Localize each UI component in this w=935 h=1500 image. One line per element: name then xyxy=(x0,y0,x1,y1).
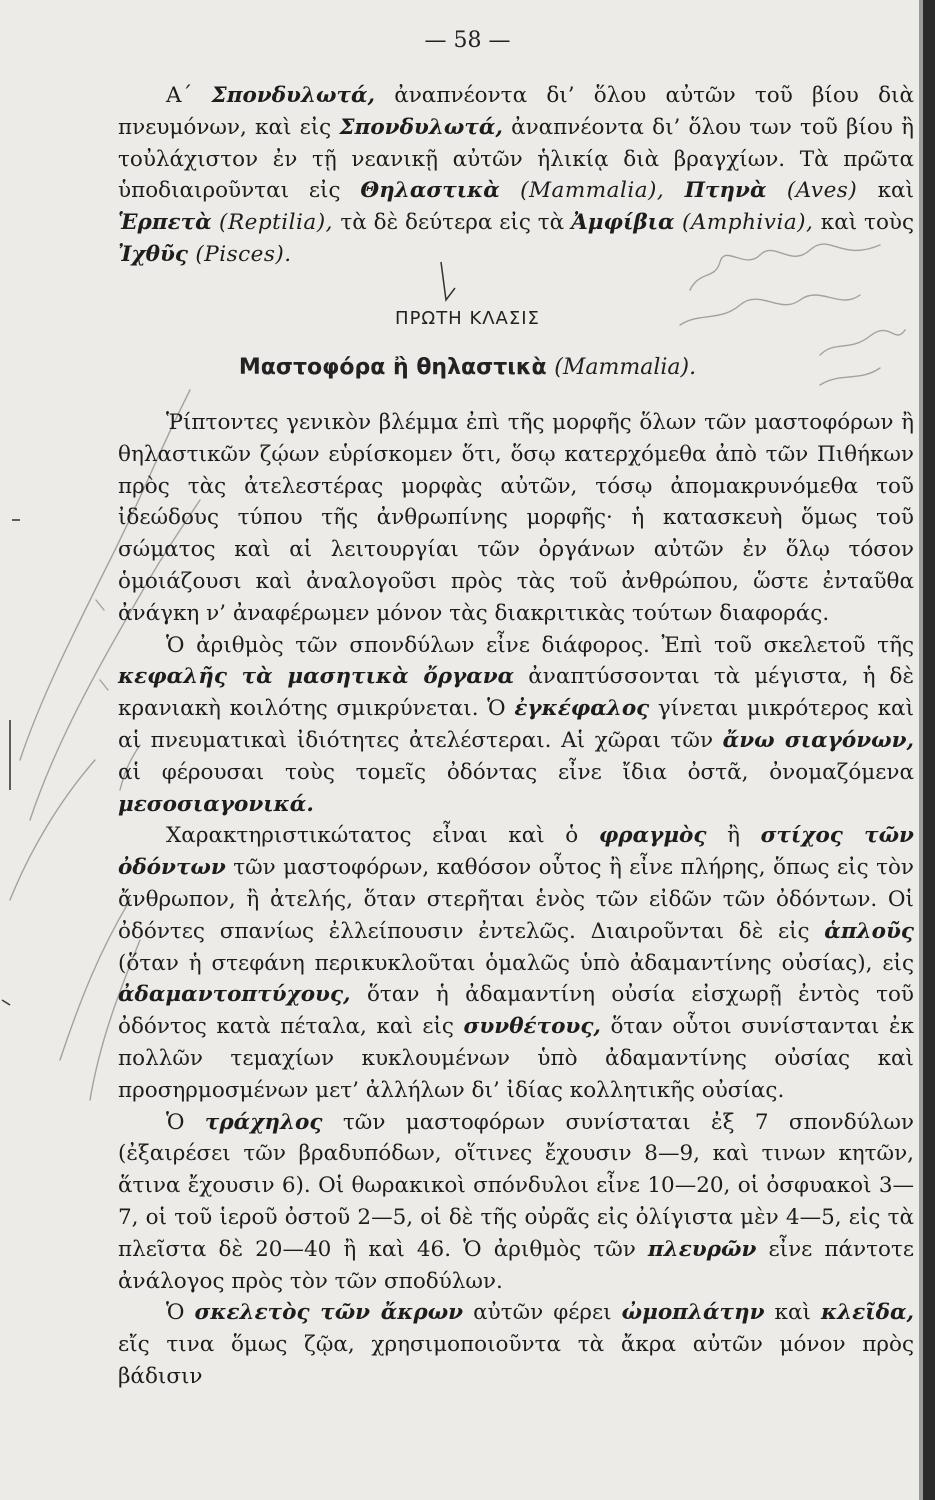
paragraph-1: Ῥίπτοντες γενικὸν βλέμμα ἐπὶ τῆς μορφῆς ὅλων τῶν μαστοφόρων ἢ θηλαστικῶν ζῴων εὑρίσκομεν ὅτι, ὅσῳ κατερχόμεθα ἀπὸ τῶν Πιθήκων πρὸς τὰς ἀτελεστέρας μορφὰς αὐτῶν, τόσῳ ἀπομακρυνόμεθα τοῦ ἰδεώδους τύπου τῆς ἀνθρωπίνης μορφῆς· ἡ κατασκευὴ ὅμως τοῦ σώματος καὶ αἱ λειτουργίαι τῶν ὀργάνων αὐτῶν ἐν ὅλῳ τόσον ὁμοιάζουσι καὶ ἀναλογοῦσι πρὸς τὰς τοῦ ἀνθρώπου, ὥστε ἐνταῦθα ἀνάγκη ν’ ἀναφέρωμεν μόνον τὰς διακριτικὰς τούτων διαφοράς. xyxy=(118,410,914,626)
section-title-latin: (Mammalia). xyxy=(554,355,697,380)
intro-text: Α΄ Σπονδυλωτά, ἀναπνέοντα δι’ ὅλου αὐτῶν τοῦ βίου διὰ πνευμόνων, καὶ εἰς Σπονδυλωτά, ἀναπνέοντα δι’ ὅλου των τοῦ βίου ἢ τοὐλάχιστον ἐν τῇ νεανικῇ αὐτῶν ἡλικίᾳ διὰ βραγχίων. Τὰ πρῶτα ὑποδιαιροῦνται εἰς Θηλαστικὰ (Mammalia), Πτηνὰ (Aves) καὶ Ἑρπετὰ (Reptilia), τὰ δὲ δεύτερα εἰς τὰ Ἀμφίβια (Amphivia), καὶ τοὺς Ἰχθῦς (Pisces). xyxy=(118,83,914,267)
section-title xyxy=(0,355,935,380)
class-heading: ΠΡΩΤΗ ΚΛΑΣΙΣ xyxy=(395,308,540,329)
paragraph-2: Ὁ ἀριθμὸς τῶν σπονδύλων εἶνε διάφορος. Ἐπὶ τοῦ σκελετοῦ τῆς κεφαλῆς τὰ μασητικὰ ὄργανα ἀναπτύσσονται τὰ μέγιστα, ἡ δὲ κρανιακὴ κοιλότης σμικρύνεται. Ὁ ἐγκέφαλος γίνεται μικρότερος καὶ αἱ πνευματικαὶ ἰδιότητες ἀτελέστεραι. Αἱ χῶραι τῶν ἄνω σιαγόνων, αἱ φέρουσαι τοὺς τομεῖς ὀδόντας εἶνε ἴδια ὀστᾶ, ὀνομαζόμενα μεσοσιαγονικά. xyxy=(118,632,915,817)
paragraph-4: Ὁ τράχηλος τῶν μαστοφόρων συνίσταται ἐξ 7 σπονδύλων (ἐξαιρέσει τῶν βραδυπόδων, οἵτινες ἔχουσιν 8—9, καὶ τινων κητῶν, ἅτινα ἔχουσιν 6). Οἱ θωρακικοὶ σπόνδυλοι εἶνε 10—20, οἱ ὀσφυακοὶ 3—7, οἱ τοῦ ἱεροῦ ὀστοῦ 2—5, οἱ δὲ τῆς οὐρᾶς εἰς ὀλίγιστα μὲν 4—5, εἰς τὰ πλεῖστα δὲ 20—40 ἢ καὶ 46. Ὁ ἀριθμὸς τῶν πλευρῶν εἶνε πάντοτε ἀνάλογος πρὸς τὸν τῶν σποδύλων. xyxy=(118,1109,914,1294)
section-title-greek: Μαστοφόρα ἢ θηλαστικὰ xyxy=(238,355,555,380)
body-text xyxy=(118,407,914,1393)
intro-paragraph xyxy=(118,80,914,271)
paragraph-5: Ὁ σκελετὸς τῶν ἄκρων αὐτῶν φέρει ὠμοπλάτην καὶ κλεῖδα, εἴς τινα ὅμως ζῷα, χρησιμοποιοῦντα τὰ ἄκρα αὐτῶν μόνον πρὸς βάδισιν xyxy=(118,1300,914,1389)
paragraph-3: Χαρακτηριστικώτατος εἶναι καὶ ὁ φραγμὸς ἢ στίχος τῶν ὀδόντων τῶν μαστοφόρων, καθόσον οὗτος ἢ εἶνε πλήρης, ὅπως εἰς τὸν ἄνθρωπον, ἢ ἀτελής, ὅταν στερῆται ἑνὸς τῶν εἰδῶν τῶν ὀδόντων. Οἱ ὀδόντες σπανίως ἐλλείπουσιν ἐντελῶς. Διαιροῦνται δὲ εἰς ἁπλοῦς (ὅταν ἡ στεφάνη περικυκλοῦται ὁμαλῶς ὑπὸ ἀδαμαντίνης οὐσίας), εἰς ἀδαμαντοπτύχους, ὅταν ἡ ἀδαμαντίνη οὐσία εἰσχωρῇ ἐντὸς τοῦ ὀδόντος κατὰ πέταλα, καὶ εἰς συνθέτους, ὅταν οὗτοι συνίστανται ἐκ πολλῶν τεμαχίων κυκλουμένων ὑπὸ ἀδαμαντίνης οὐσίας καὶ προσηρμοσμένων μετ’ ἀλλήλων δι’ ἰδίας κολλητικῆς οὐσίας. xyxy=(118,823,914,1103)
page-number: — 58 — xyxy=(424,28,511,53)
